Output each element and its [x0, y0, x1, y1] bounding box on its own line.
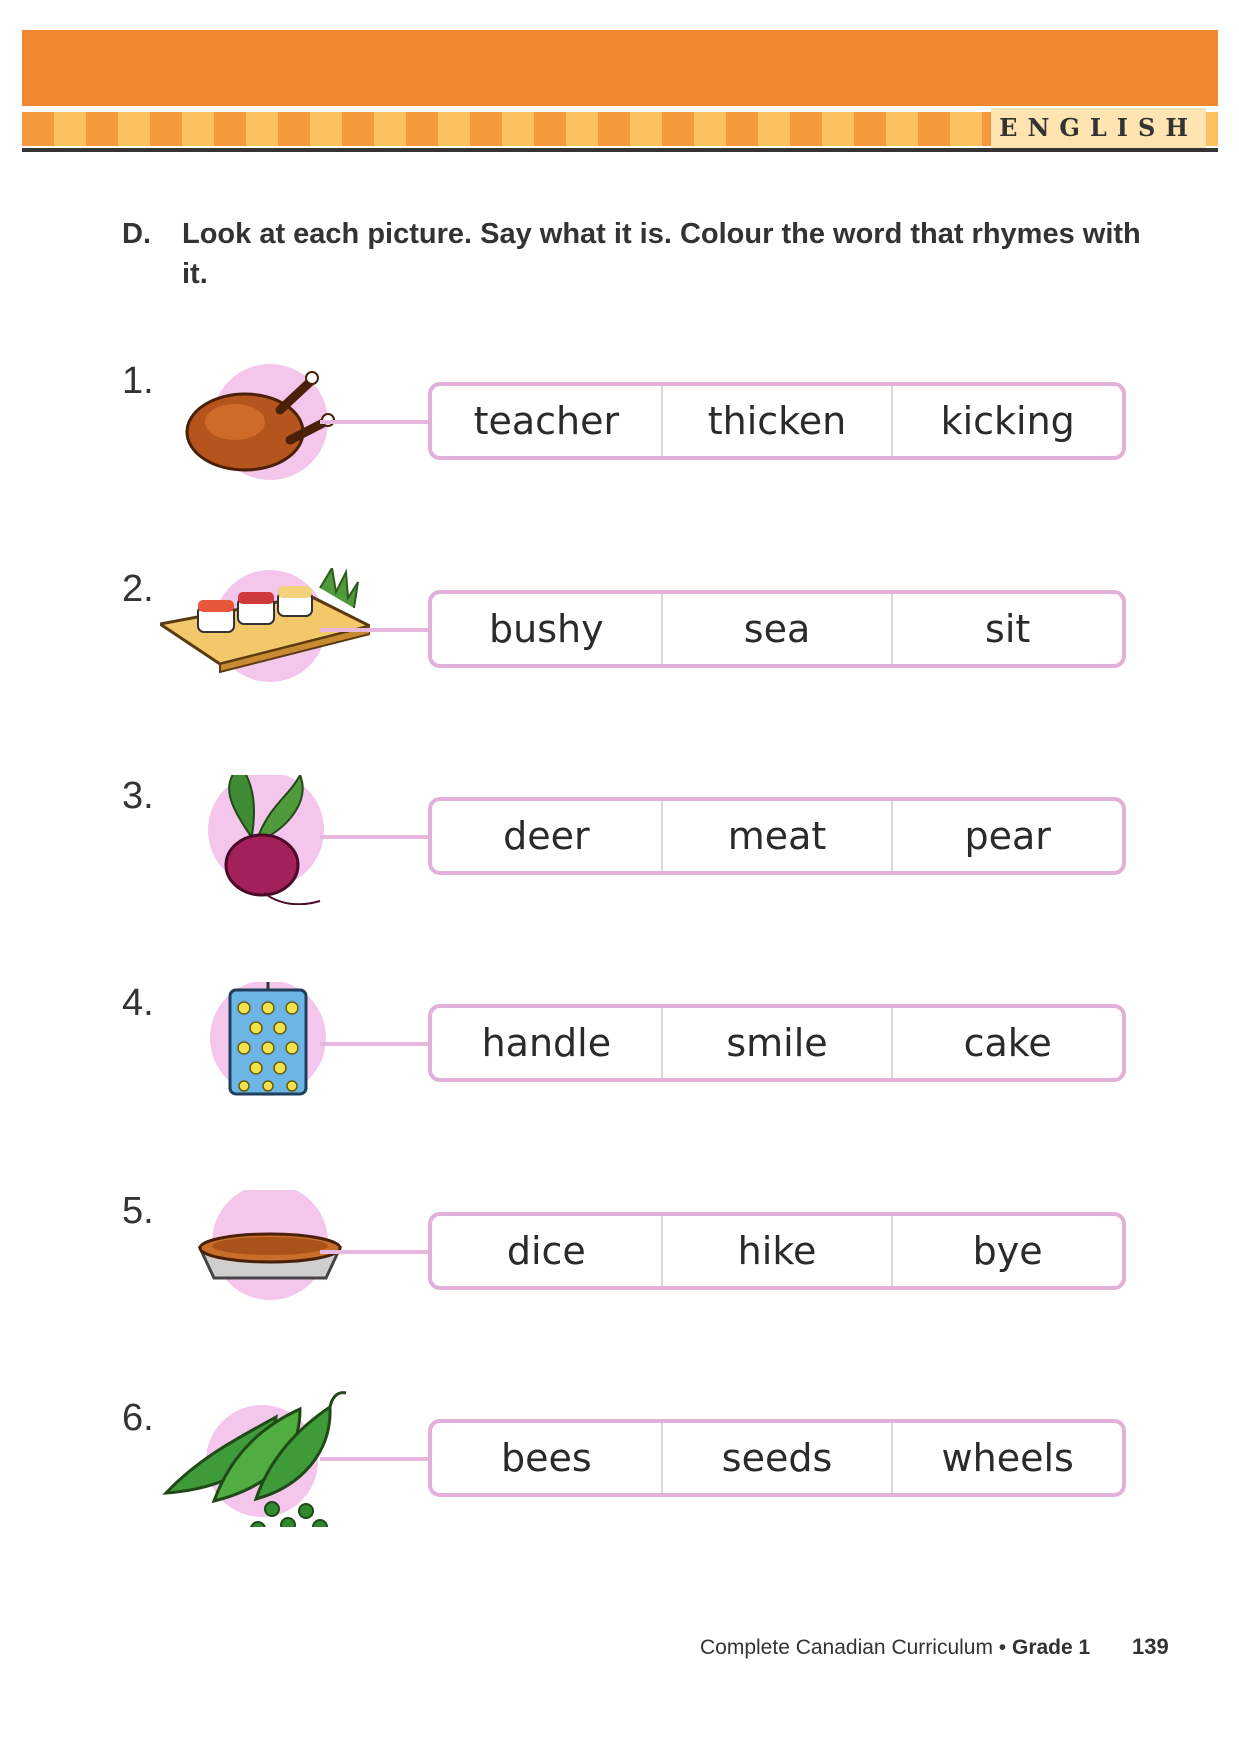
- header-banner: [22, 30, 1218, 155]
- exercise-item-5: [0, 1190, 1239, 1320]
- connector-line: [320, 1457, 430, 1461]
- exercise-item-6: [0, 1397, 1239, 1527]
- item-number: 2.: [122, 568, 154, 610]
- word-choice-2[interactable]: smile: [661, 1008, 892, 1078]
- word-choice-1[interactable]: handle: [481, 1021, 612, 1065]
- footer: [700, 1636, 1090, 1660]
- word-choice-1[interactable]: bushy: [489, 607, 604, 651]
- word-choices: [428, 797, 1126, 875]
- instruction-text: Look at each picture. Say what it is. Colour the word that rhymes with it.: [182, 218, 1141, 290]
- peas-picture: [160, 1377, 370, 1527]
- item-number: 3.: [122, 775, 154, 817]
- word-choice-3[interactable]: pear: [891, 801, 1122, 871]
- word-choice-2[interactable]: meat: [661, 801, 892, 871]
- word-choice-3[interactable]: bye: [891, 1216, 1122, 1286]
- word-choices: [428, 1004, 1126, 1082]
- book-title: Complete Canadian Curriculum: [700, 1636, 993, 1659]
- item-number: 5.: [122, 1190, 154, 1232]
- footer-separator: •: [992, 1636, 1012, 1659]
- connector-line: [320, 628, 430, 632]
- word-choice-1[interactable]: dice: [506, 1229, 586, 1273]
- word-choice-2[interactable]: hike: [661, 1216, 892, 1286]
- word-choices: [428, 382, 1126, 460]
- exercise-item-4: [0, 982, 1239, 1112]
- banner-top-band: [22, 30, 1218, 106]
- sushi-picture: [160, 568, 370, 698]
- item-number: 4.: [122, 982, 154, 1024]
- word-choice-3[interactable]: wheels: [891, 1423, 1122, 1493]
- word-choice-2[interactable]: seeds: [661, 1423, 892, 1493]
- connector-line: [320, 835, 430, 839]
- subject-label: ENGLISH: [991, 108, 1206, 148]
- pie-picture: [160, 1190, 370, 1320]
- connector-line: [320, 1042, 430, 1046]
- word-choice-3[interactable]: cake: [891, 1008, 1122, 1078]
- connector-line: [320, 1250, 430, 1254]
- word-choice-2[interactable]: sea: [661, 594, 892, 664]
- exercise-item-3: [0, 775, 1239, 905]
- chicken-picture: [160, 360, 370, 490]
- word-choice-1[interactable]: teacher: [473, 399, 620, 443]
- word-choices: [428, 1419, 1126, 1497]
- candle-picture: [160, 982, 370, 1112]
- word-choice-2[interactable]: thicken: [661, 386, 892, 456]
- item-number: 1.: [122, 360, 154, 402]
- exercise-item-2: [0, 568, 1239, 698]
- grade-label: Grade 1: [1012, 1636, 1091, 1659]
- beet-picture: [160, 775, 370, 905]
- word-choices: [428, 590, 1126, 668]
- word-choice-1[interactable]: deer: [503, 814, 590, 858]
- word-choice-3[interactable]: sit: [891, 594, 1122, 664]
- item-number: 6.: [122, 1397, 154, 1439]
- section-letter: D.: [122, 218, 151, 250]
- word-choices: [428, 1212, 1126, 1290]
- word-choice-1[interactable]: bees: [500, 1436, 592, 1480]
- connector-line: [320, 420, 430, 424]
- page-number: 139: [1132, 1634, 1169, 1659]
- word-choice-3[interactable]: kicking: [891, 386, 1122, 456]
- banner-rule: [22, 148, 1218, 152]
- exercise-item-1: [0, 360, 1239, 490]
